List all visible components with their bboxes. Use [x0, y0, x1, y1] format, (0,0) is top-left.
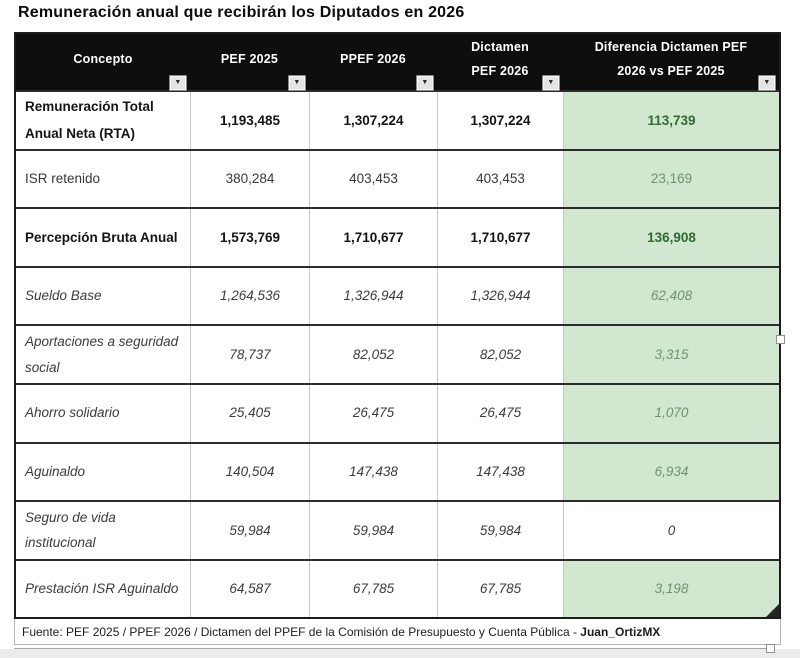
cell-diferencia: 23,169 [563, 151, 779, 208]
cell-diferencia: 3,198 [563, 561, 779, 618]
column-header-concepto [16, 34, 190, 96]
cell-dictamen-pef-2026: 59,984 [437, 502, 563, 559]
cell-ppef-2026: 147,438 [309, 444, 437, 501]
filter-dropdown-button[interactable] [758, 75, 776, 91]
cell-dictamen-pef-2026: 147,438 [437, 444, 563, 501]
table-row [16, 149, 779, 208]
table-row [16, 559, 779, 618]
column-header-label: Dictamen PEF 2026 [471, 40, 529, 78]
cell-pef-2025: 140,504 [190, 444, 309, 501]
cell-pef-2025: 64,587 [190, 561, 309, 618]
source-author: Juan_OrtizMX [580, 624, 661, 639]
filter-arrow-icon: ▼ [763, 79, 771, 86]
column-header-diferencia [563, 34, 779, 96]
column-header-label: Concepto [73, 51, 133, 66]
table-row [16, 90, 779, 149]
cell-pef-2025: 1,573,769 [190, 209, 309, 266]
cell-dictamen-pef-2026: 1,307,224 [437, 92, 563, 149]
cell-ppef-2026: 1,307,224 [309, 92, 437, 149]
filter-arrow-icon: ▼ [174, 79, 182, 86]
filter-arrow-icon: ▼ [293, 79, 301, 86]
column-header-label: Diferencia Dictamen PEF 2026 vs PEF 2025 [594, 40, 748, 78]
page-bottom-strip [0, 649, 800, 658]
source-note-text: Fuente: PEF 2025 / PPEF 2026 / Dictamen del PPEF de la Comisión de Presupuesto y Cuenta Pública - [22, 624, 581, 639]
cell-concepto: Ahorro solidario [25, 405, 120, 421]
cell-concepto: Aguinaldo [25, 464, 86, 480]
filter-dropdown-button[interactable] [169, 75, 187, 91]
column-header-dictamen-pef-2026 [437, 34, 563, 96]
selection-bottom-line [14, 648, 770, 649]
cell-concepto: Aportaciones a seguridad social [25, 334, 179, 375]
cell-concepto: Remuneración Total Anual Neta (RTA) [25, 99, 154, 142]
column-header-label: PEF 2025 [220, 51, 279, 66]
cell-dictamen-pef-2026: 67,785 [437, 561, 563, 618]
cell-ppef-2026: 1,326,944 [309, 268, 437, 325]
cell-ppef-2026: 403,453 [309, 151, 437, 208]
cell-concepto: ISR retenido [25, 171, 101, 187]
cell-ppef-2026: 82,052 [309, 326, 437, 383]
cell-pef-2025: 59,984 [190, 502, 309, 559]
page-title: Remuneración anual que recibirán los Diputados en 2026 [18, 4, 465, 21]
cell-ppef-2026: 67,785 [309, 561, 437, 618]
cell-pef-2025: 78,737 [190, 326, 309, 383]
cell-ppef-2026: 26,475 [309, 385, 437, 442]
column-header-label: PPEF 2026 [340, 51, 406, 66]
remuneration-table [14, 32, 781, 619]
cell-dictamen-pef-2026: 26,475 [437, 385, 563, 442]
cell-dictamen-pef-2026: 403,453 [437, 151, 563, 208]
cell-diferencia: 136,908 [563, 209, 779, 266]
table-row [16, 500, 779, 559]
cell-concepto: Seguro de vida institucional [25, 509, 116, 551]
cell-pef-2025: 380,284 [190, 151, 309, 208]
table-row [16, 324, 779, 383]
table-row [16, 383, 779, 442]
cell-pef-2025: 1,264,536 [190, 268, 309, 325]
cell-dictamen-pef-2026: 82,052 [437, 326, 563, 383]
cell-diferencia: 0 [563, 502, 779, 559]
filter-arrow-icon: ▼ [421, 79, 429, 86]
cell-diferencia: 62,408 [563, 268, 779, 325]
cell-diferencia: 1,070 [563, 385, 779, 442]
selection-handle-bottom[interactable] [766, 644, 775, 653]
cell-concepto: Sueldo Base [25, 288, 102, 304]
cell-diferencia: 113,739 [563, 92, 779, 149]
cell-ppef-2026: 1,710,677 [309, 209, 437, 266]
table-row [16, 266, 779, 325]
cell-diferencia: 6,934 [563, 444, 779, 501]
cell-concepto: Percepción Bruta Anual [25, 229, 178, 245]
cell-pef-2025: 1,193,485 [190, 92, 309, 149]
table-row [16, 442, 779, 501]
cell-pef-2025: 25,405 [190, 385, 309, 442]
cell-concepto: Prestación ISR Aguinaldo [25, 581, 179, 597]
filter-arrow-icon: ▼ [547, 79, 555, 86]
table-body [16, 90, 779, 617]
cell-ppef-2026: 59,984 [309, 502, 437, 559]
table-header [16, 34, 779, 90]
table-row [16, 207, 779, 266]
cell-dictamen-pef-2026: 1,326,944 [437, 268, 563, 325]
column-header-ppef-2026 [309, 34, 437, 96]
source-note [14, 619, 781, 645]
selection-handle-right[interactable] [776, 335, 785, 344]
cell-diferencia: 3,315 [563, 326, 779, 383]
filter-dropdown-button[interactable] [542, 75, 560, 91]
column-header-pef-2025 [190, 34, 309, 96]
filter-dropdown-button[interactable] [416, 75, 434, 91]
filter-dropdown-button[interactable] [288, 75, 306, 91]
table-corner-notch [766, 604, 779, 617]
cell-dictamen-pef-2026: 1,710,677 [437, 209, 563, 266]
